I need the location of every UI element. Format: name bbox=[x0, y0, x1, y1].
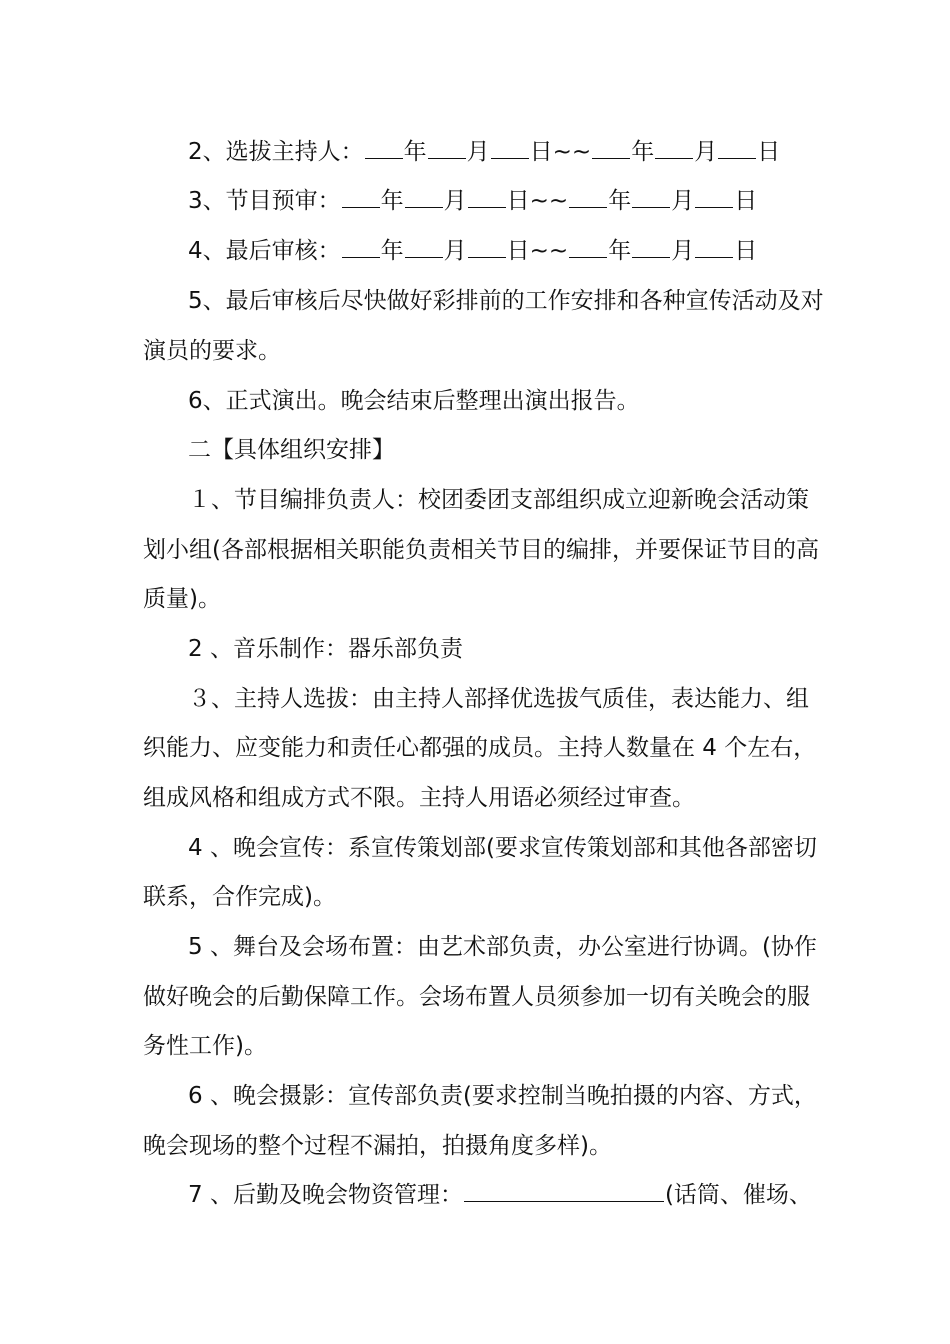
blank bbox=[569, 237, 607, 258]
arrangement-4-line2: 联系，合作完成)。 bbox=[143, 884, 336, 910]
blank bbox=[365, 138, 403, 159]
arrangement-3-line1: ３、主持人选拔：由主持人部择优选拔气质佳，表达能力、组 bbox=[188, 686, 809, 712]
arrangement-3-line3: 组成风格和组成方式不限。主持人用语必须经过审查。 bbox=[143, 785, 695, 811]
item6: 6、正式演出。晚会结束后整理出演出报告。 bbox=[188, 388, 640, 414]
arrangement-1-line2: 划小组(各部根据相关职能负责相关节目的编排，并要保证节目的高 bbox=[143, 537, 819, 563]
arrangement-1-line1: １、节目编排负责人：校团委团支部组织成立迎新晚会活动策 bbox=[188, 487, 809, 513]
blank bbox=[405, 237, 443, 258]
schedule-final-review bbox=[188, 236, 757, 266]
day-text: 日 bbox=[529, 139, 553, 165]
section-title: 二【具体组织安排】 bbox=[188, 437, 395, 463]
arrangement-5-line3: 务性工作)。 bbox=[143, 1033, 267, 1059]
day-text: 日 bbox=[506, 188, 530, 214]
schedule-preview bbox=[188, 186, 757, 216]
arrangement-7 bbox=[188, 1180, 812, 1210]
label: 3、节目预审： bbox=[188, 188, 341, 214]
month-text: 月 bbox=[443, 238, 467, 264]
month-text: 月 bbox=[671, 188, 695, 214]
arrangement-5-line2: 做好晚会的后勤保障工作。会场布置人员须参加一切有关晚会的服 bbox=[143, 984, 810, 1010]
blank bbox=[342, 237, 380, 258]
range-separator: ~~ bbox=[529, 188, 569, 214]
month-text: 月 bbox=[694, 139, 718, 165]
arrangement-5-line1: 5 、舞台及会场布置：由艺术部负责，办公室进行协调。(协作 bbox=[188, 934, 817, 960]
arrangement-3-line2: 织能力、应变能力和责任心都强的成员。主持人数量在 4 个左右， bbox=[143, 735, 817, 761]
month-text: 月 bbox=[671, 238, 695, 264]
year-text: 年 bbox=[403, 139, 427, 165]
blank bbox=[342, 187, 380, 208]
blank bbox=[468, 237, 506, 258]
label: 7 、后勤及晚会物资管理： bbox=[188, 1182, 463, 1208]
blank bbox=[592, 138, 630, 159]
blank bbox=[695, 187, 733, 208]
label: 2、选拔主持人： bbox=[188, 139, 364, 165]
arrangement-4-line1: 4 、晚会宣传：系宣传策划部(要求宣传策划部和其他各部密切 bbox=[188, 835, 817, 861]
blank bbox=[491, 138, 529, 159]
tail-text: (话筒、催场、 bbox=[664, 1182, 812, 1208]
schedule-host-selection bbox=[188, 137, 780, 167]
day-text: 日 bbox=[734, 238, 758, 264]
blank bbox=[655, 138, 693, 159]
range-separator: ~~ bbox=[552, 139, 592, 165]
arrangement-6-line2: 晚会现场的整个过程不漏拍，拍摄角度多样)。 bbox=[143, 1133, 612, 1159]
item5-line1: 5、最后审核后尽快做好彩排前的工作安排和各种宣传活动及对 bbox=[188, 288, 824, 314]
blank bbox=[569, 187, 607, 208]
day-text: 日 bbox=[506, 238, 530, 264]
range-separator: ~~ bbox=[529, 238, 569, 264]
item5-line2: 演员的要求。 bbox=[143, 338, 281, 364]
arrangement-1-line3: 质量)。 bbox=[143, 586, 221, 612]
month-text: 月 bbox=[466, 139, 490, 165]
blank bbox=[632, 187, 670, 208]
year-text: 年 bbox=[608, 238, 632, 264]
year-text: 年 bbox=[608, 188, 632, 214]
day-text: 日 bbox=[734, 188, 758, 214]
month-text: 月 bbox=[443, 188, 467, 214]
year-text: 年 bbox=[631, 139, 655, 165]
blank bbox=[695, 237, 733, 258]
blank bbox=[464, 1181, 664, 1202]
blank bbox=[405, 187, 443, 208]
arrangement-6-line1: 6 、晚会摄影：宣传部负责(要求控制当晚拍摄的内容、方式， bbox=[188, 1083, 817, 1109]
day-text: 日 bbox=[757, 139, 781, 165]
blank bbox=[632, 237, 670, 258]
year-text: 年 bbox=[380, 238, 404, 264]
year-text: 年 bbox=[380, 188, 404, 214]
label: 4、最后审核： bbox=[188, 238, 341, 264]
blank bbox=[468, 187, 506, 208]
blank bbox=[428, 138, 466, 159]
arrangement-2: 2 、音乐制作：器乐部负责 bbox=[188, 636, 463, 662]
blank bbox=[718, 138, 756, 159]
